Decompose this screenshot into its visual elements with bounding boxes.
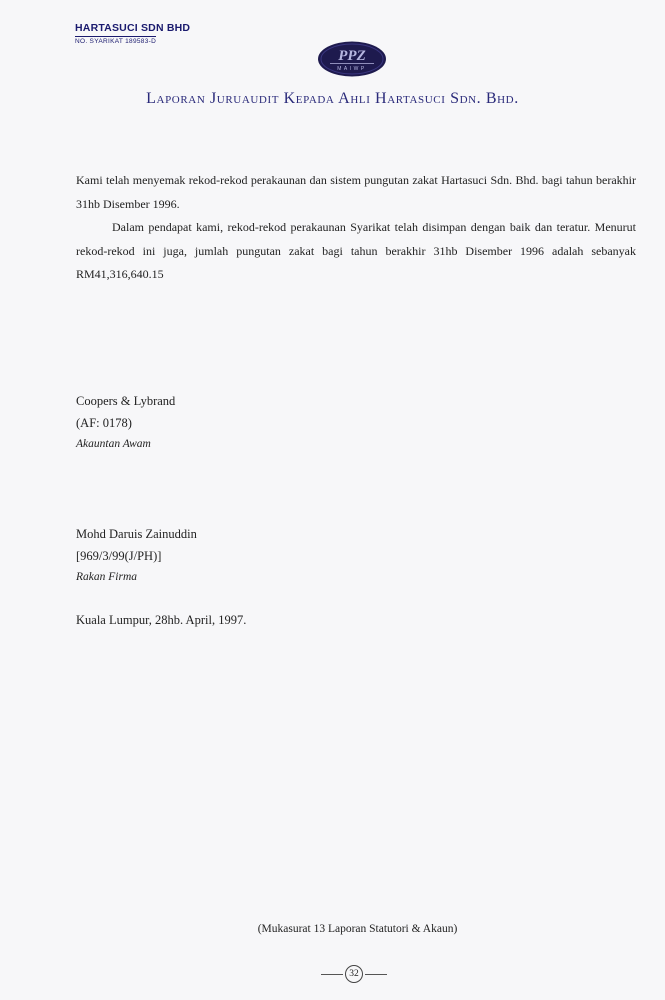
company-name: HARTASUCI SDN BHD: [75, 22, 191, 34]
ppz-logo-icon: [316, 40, 388, 78]
partner-reference: [969/3/99(J/PH)]: [76, 548, 162, 563]
auditor-firm-number: (AF: 0178): [76, 415, 132, 430]
partner-signature-block: [76, 524, 197, 589]
place-and-date: Kuala Lumpur, 28hb. April, 1997.: [76, 613, 247, 627]
page-number-right-rule: [365, 974, 387, 975]
report-body: [76, 169, 636, 287]
partner-role: Rakan Firma: [76, 571, 138, 583]
page-number: 32: [345, 965, 363, 983]
company-registration-number: NO. SYARIKAT 189583-D: [75, 38, 157, 45]
paragraph-1: Kami telah menyemak rekod-rekod perakaunan dan sistem pungutan zakat Hartasuci Sdn. Bhd. bagi tahun berakhir 31hb Disember 1996.: [76, 173, 636, 211]
page-number-left-rule: [321, 974, 343, 975]
footer-note: (Mukasurat 13 Laporan Statutori & Akaun): [257, 923, 458, 935]
auditor-firm-role: Akauntan Awam: [76, 438, 151, 450]
logo-subtext: MAIWP: [337, 66, 367, 72]
partner-name: Mohd Daruis Zainuddin: [76, 527, 197, 541]
page-number-ornament: [318, 963, 390, 987]
paragraph-2: Dalam pendapat kami, rekod-rekod perakaunan Syarikat telah disimpan dengan baik dan teratur. Menurut rekod-rekod ini juga, jumlah pungutan zakat bagi tahun berakhir 31hb Disember 1996 adalah sebanyak RM41,316,640.15: [76, 220, 636, 281]
auditor-firm-name: Coopers & Lybrand: [76, 394, 176, 408]
auditor-signature-block: [76, 391, 175, 456]
page-title: Laporan Juruaudit Kepada Ahli Hartasuci Sdn. Bhd.: [146, 90, 519, 107]
logo-text: PPZ: [338, 48, 366, 64]
